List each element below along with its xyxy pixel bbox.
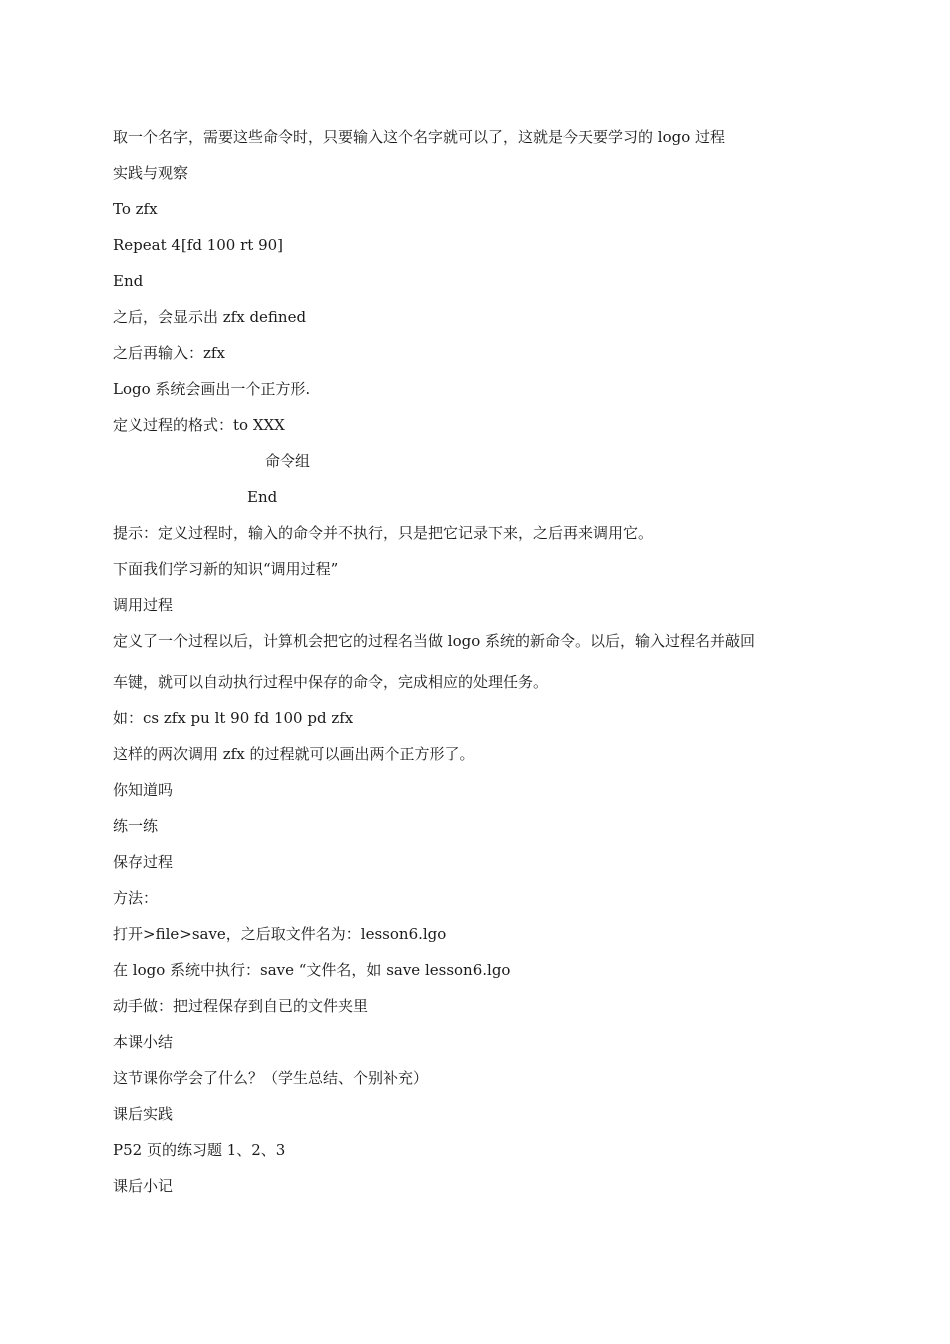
paragraph-square: Logo 系统会画出一个正方形. — [113, 380, 311, 398]
paragraph-defined: 之后，会显示出 zfx defined — [113, 308, 307, 326]
paragraph-intro: 取一个名字，需要这些命令时，只要输入这个名字就可以了，这就是今天要学习的 logo 过程 — [113, 128, 726, 146]
paragraph-call-2: 车键，就可以自动执行过程中保存的命令，完成相应的处理任务。 — [113, 673, 549, 691]
paragraph-open-file: 打开>file>save，之后取文件名为：lesson6.lgo — [113, 925, 447, 943]
paragraph-input: 之后再输入：zfx — [113, 344, 225, 362]
code-line-to: To zfx — [113, 200, 158, 218]
paragraph-tip: 提示：定义过程时，输入的命令并不执行，只是把它记录下来，之后再来调用它。 — [113, 524, 654, 542]
heading-practice-exercise: 练一练 — [113, 817, 159, 835]
paragraph-execute-save: 在 logo 系统中执行：save “文件名，如 save lesson6.lgo — [113, 961, 511, 979]
format-command-group: 命令组 — [265, 452, 311, 470]
code-line-end: End — [113, 272, 144, 290]
paragraph-summary-question: 这节课你学会了什么？（学生总结、个别补充） — [113, 1069, 429, 1087]
heading-save-procedure: 保存过程 — [113, 853, 174, 871]
code-line-repeat: Repeat 4[fd 100 rt 90] — [113, 236, 284, 254]
heading-after-class: 课后实践 — [113, 1105, 174, 1123]
paragraph-new-knowledge: 下面我们学习新的知识“调用过程” — [113, 560, 339, 578]
paragraph-example: 如：cs zfx pu lt 90 fd 100 pd zfx — [113, 709, 354, 727]
heading-summary: 本课小结 — [113, 1033, 174, 1051]
paragraph-two-squares: 这样的两次调用 zfx 的过程就可以画出两个正方形了。 — [113, 745, 475, 763]
heading-method: 方法： — [113, 889, 159, 907]
heading-notes: 课后小记 — [113, 1177, 174, 1195]
heading-practice: 实践与观察 — [113, 164, 189, 182]
paragraph-format: 定义过程的格式：to XXX — [113, 416, 285, 434]
heading-call-procedure: 调用过程 — [113, 596, 174, 614]
paragraph-hands-on: 动手做：把过程保存到自已的文件夹里 — [113, 997, 369, 1015]
heading-did-you-know: 你知道吗 — [113, 781, 174, 799]
paragraph-exercises: P52 页的练习题 1、2、3 — [113, 1141, 286, 1159]
paragraph-call-1: 定义了一个过程以后，计算机会把它的过程名当做 logo 系统的新命令。以后，输入过程名并敲回 — [113, 632, 756, 650]
format-end: End — [247, 488, 278, 506]
